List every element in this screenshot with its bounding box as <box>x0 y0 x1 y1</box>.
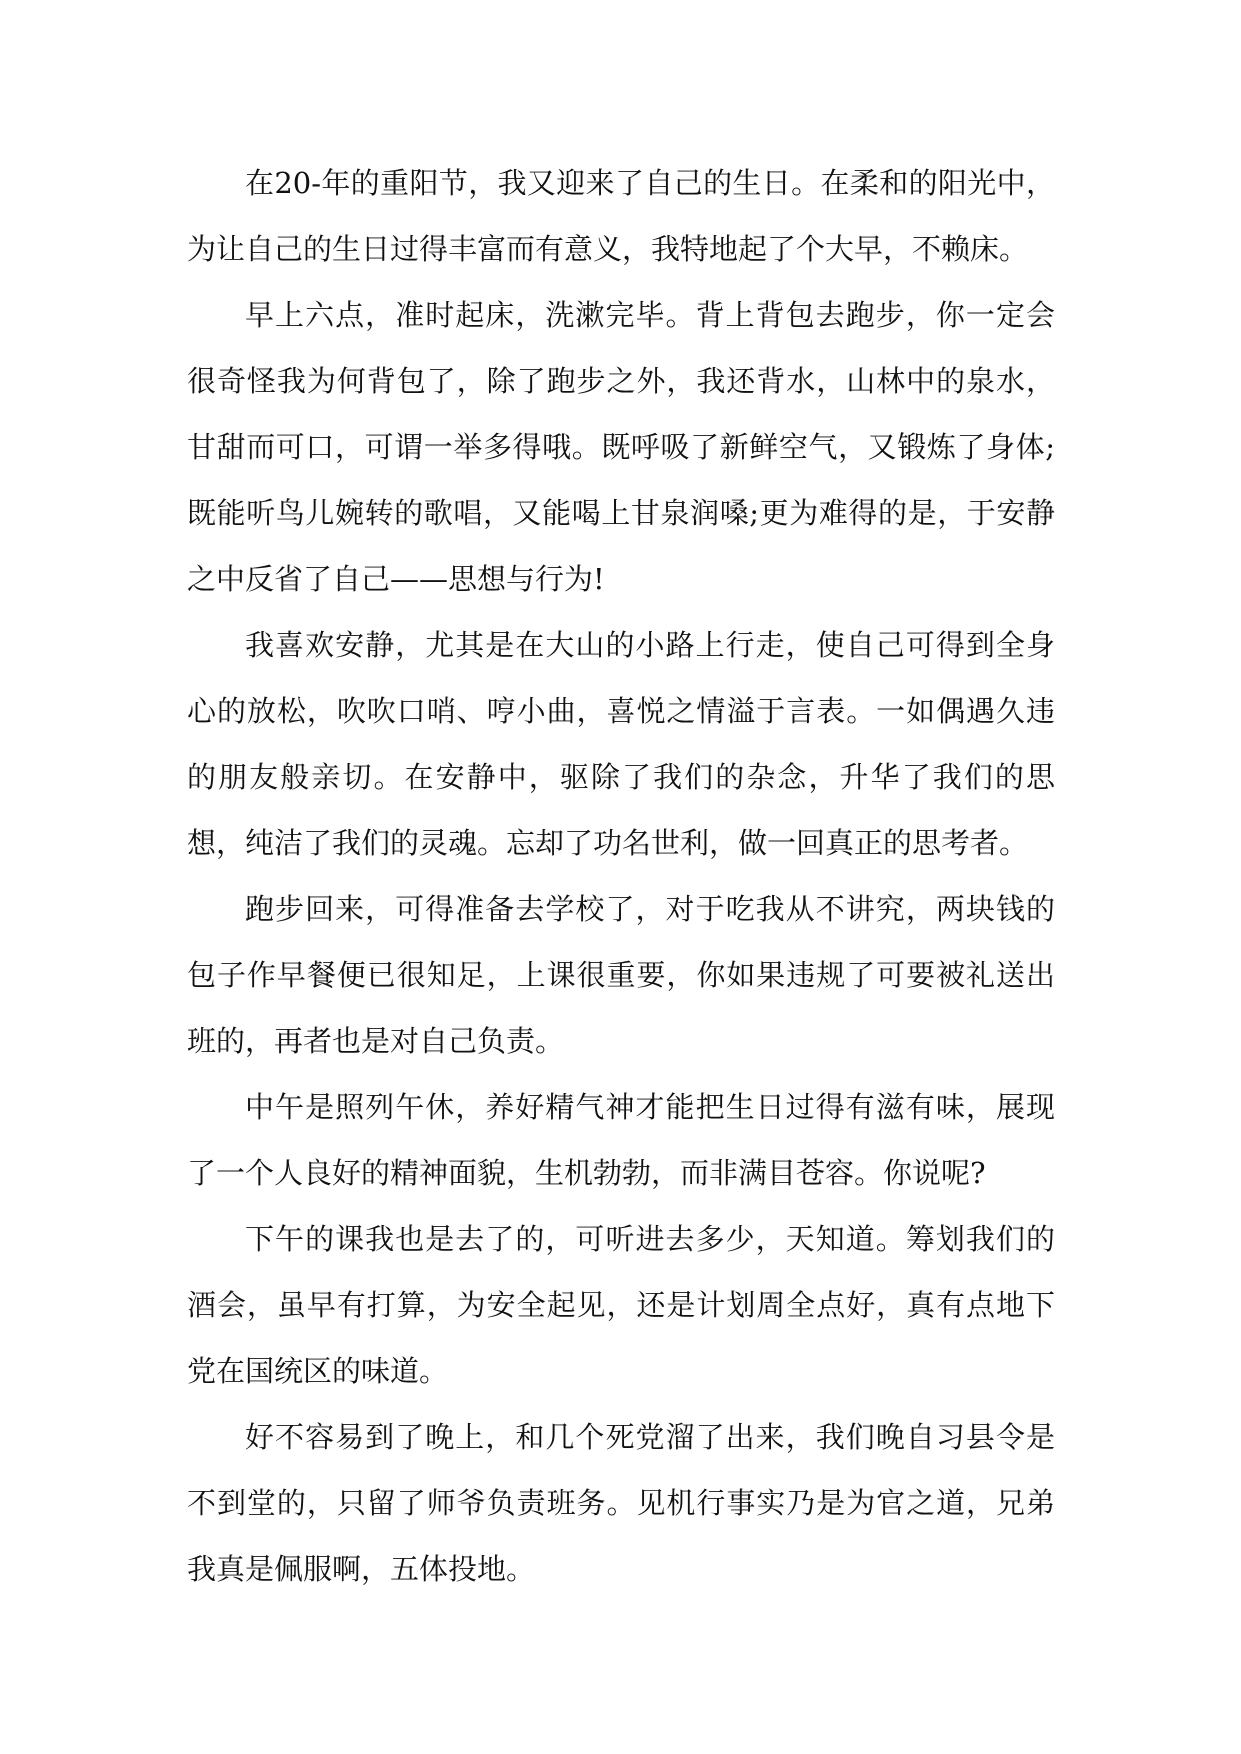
paragraph-4: 跑步回来，可得准备去学校了，对于吃我从不讲究，两块钱的包子作早餐便已很知足，上课很重要，你如果违规了可要被礼送出班的，再者也是对自己负责。 <box>187 892 1055 1058</box>
paragraph-1: 在20-年的重阳节，我又迎来了自己的生日。在柔和的阳光中，为让自己的生日过得丰富而有意义，我特地起了个大早，不赖床。 <box>187 166 1055 266</box>
paragraph-3: 我喜欢安静，尤其是在大山的小路上行走，使自己可得到全身心的放松，吹吹口哨、哼小曲，喜悦之情溢于言表。一如偶遇久违的朋友般亲切。在安静中，驱除了我们的杂念，升华了我们的思想，纯洁了我们的灵魂。忘却了功名世利，做一回真正的思考者。 <box>187 628 1055 860</box>
document-body <box>187 150 1055 1602</box>
paragraph-5: 中午是照列午休，养好精气神才能把生日过得有滋有味，展现了一个人良好的精神面貌，生机勃勃，而非满目苍容。你说呢? <box>187 1090 1055 1190</box>
paragraph-2: 早上六点，准时起床，洗漱完毕。背上背包去跑步，你一定会很奇怪我为何背包了，除了跑步之外，我还背水，山林中的泉水，甘甜而可口，可谓一举多得哦。既呼吸了新鲜空气，又锻炼了身体;既能听鸟儿婉转的歌唱，又能喝上甘泉润嗓;更为难得的是，于安静之中反省了自己——思想与行为! <box>187 298 1055 596</box>
paragraph-7: 好不容易到了晚上，和几个死党溜了出来，我们晚自习县令是不到堂的，只留了师爷负责班务。见机行事实乃是为官之道，兄弟我真是佩服啊，五体投地。 <box>187 1420 1055 1586</box>
paragraph-6: 下午的课我也是去了的，可听进去多少，天知道。筹划我们的酒会，虽早有打算，为安全起见，还是计划周全点好，真有点地下党在国统区的味道。 <box>187 1222 1055 1388</box>
